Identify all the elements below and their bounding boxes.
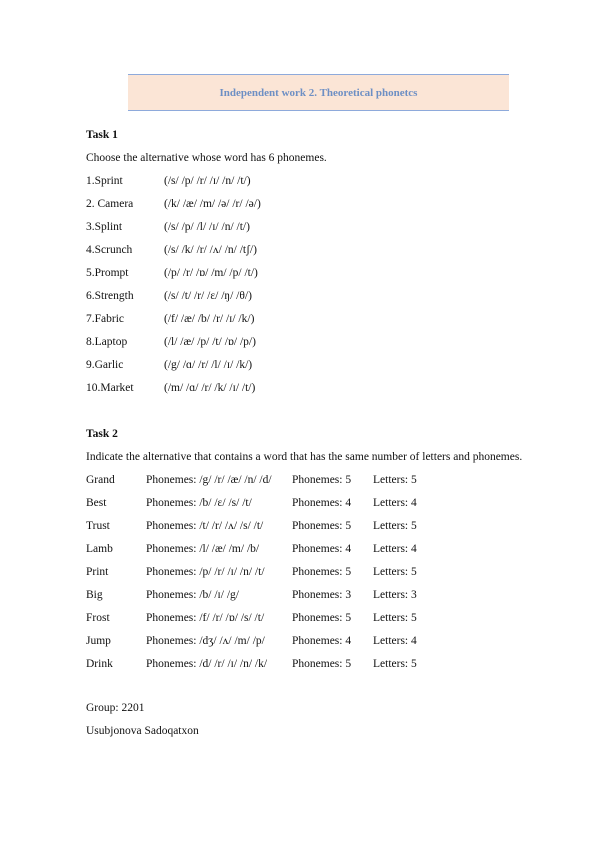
task1-phonemes: (/p/ /r/ /ɒ/ /m/ /p/ /t/): [164, 267, 258, 279]
task1-word: 4.Scrunch: [86, 244, 133, 256]
task2-letter-count: Letters: 5: [373, 520, 417, 532]
task1-phonemes: (/s/ /p/ /l/ /ɪ/ /n/ /t/): [164, 221, 250, 233]
task2-item: [86, 589, 566, 605]
task1-item: [86, 175, 566, 191]
task2-word: Grand: [86, 474, 115, 486]
student-name: Usubjonova Sadoqatxon: [86, 725, 199, 737]
task1-word: 7.Fabric: [86, 313, 125, 325]
task1-phonemes: (/s/ /k/ /r/ /ʌ/ /n/ /tʃ/): [164, 244, 257, 256]
task1-item: [86, 198, 566, 214]
task2-phonemes: Phonemes: /d/ /r/ /ɪ/ /n/ /k/: [146, 658, 268, 670]
task2-item: [86, 543, 566, 559]
task2-letter-count: Letters: 5: [373, 474, 417, 486]
task1-item: [86, 290, 566, 306]
task2-phonemes: Phonemes: /p/ /r/ /ɪ/ /n/ /t/: [146, 566, 265, 578]
task2-word: Big: [86, 589, 103, 601]
task2-phoneme-count: Phonemes: 5: [292, 474, 352, 486]
task1-item: [86, 382, 566, 398]
task1-item: [86, 267, 566, 283]
task2-phonemes: Phonemes: /l/ /æ/ /m/ /b/: [146, 543, 260, 555]
task2-item: [86, 612, 566, 628]
task2-letter-count: Letters: 4: [373, 497, 417, 509]
task2-word: Lamb: [86, 543, 113, 555]
task1-word: 5.Prompt: [86, 267, 129, 279]
task2-phoneme-count: Phonemes: 5: [292, 658, 352, 670]
task1-word: 6.Strength: [86, 290, 134, 302]
task2-item: [86, 658, 566, 674]
task1-item: [86, 244, 566, 260]
task2-letter-count: Letters: 4: [373, 543, 417, 555]
task1-phonemes: (/g/ /ɑ/ /r/ /l/ /ɪ/ /k/): [164, 359, 253, 371]
task1-phonemes: (/m/ /ɑ/ /r/ /k/ /ɪ/ /t/): [164, 382, 256, 394]
task1-phonemes: (/s/ /t/ /r/ /ɛ/ /ŋ/ /θ/): [164, 290, 252, 302]
task1-item: [86, 359, 566, 375]
task2-item: [86, 474, 566, 490]
task2-word: Frost: [86, 612, 110, 624]
task2-phonemes: Phonemes: /b/ /ɪ/ /g/: [146, 589, 239, 601]
group-label: Group: 2201: [86, 702, 145, 714]
task2-phoneme-count: Phonemes: 3: [292, 589, 352, 601]
task1-word: 8.Laptop: [86, 336, 128, 348]
task2-phonemes: Phonemes: /dʒ/ /ʌ/ /m/ /p/: [146, 635, 265, 647]
task2-letter-count: Letters: 4: [373, 635, 417, 647]
task1-item: [86, 221, 566, 237]
task1-word: 9.Garlic: [86, 359, 124, 371]
task1-word: 3.Splint: [86, 221, 123, 233]
task2-letter-count: Letters: 5: [373, 566, 417, 578]
task1-instruction: Choose the alternative whose word has 6 phonemes.: [86, 152, 327, 164]
task2-letter-count: Letters: 5: [373, 612, 417, 624]
title-banner: [128, 74, 509, 111]
task1-word: 10.Market: [86, 382, 134, 394]
task2-item: [86, 497, 566, 513]
task2-heading: Task 2: [86, 428, 118, 440]
task1-heading: Task 1: [86, 129, 118, 141]
task1-phonemes: (/s/ /p/ /r/ /ɪ/ /n/ /t/): [164, 175, 251, 187]
task2-phoneme-count: Phonemes: 4: [292, 543, 352, 555]
task2-item: [86, 635, 566, 651]
task2-phonemes: Phonemes: /f/ /r/ /ɒ/ /s/ /t/: [146, 612, 265, 624]
task2-item: [86, 566, 566, 582]
task2-phoneme-count: Phonemes: 4: [292, 635, 352, 647]
task2-instruction: Indicate the alternative that contains a word that has the same number of letters and phonemes.: [86, 451, 523, 463]
task2-phonemes: Phonemes: /g/ /r/ /æ/ /n/ /d/: [146, 474, 272, 486]
task1-item: [86, 313, 566, 329]
task2-word: Best: [86, 497, 107, 509]
task2-phoneme-count: Phonemes: 5: [292, 566, 352, 578]
task2-item: [86, 520, 566, 536]
task2-phonemes: Phonemes: /t/ /r/ /ʌ/ /s/ /t/: [146, 520, 264, 532]
task2-word: Print: [86, 566, 109, 578]
task2-phoneme-count: Phonemes: 5: [292, 612, 352, 624]
task1-item: [86, 336, 566, 352]
task2-phoneme-count: Phonemes: 5: [292, 520, 352, 532]
task1-phonemes: (/k/ /æ/ /m/ /ə/ /r/ /ə/): [164, 198, 261, 210]
task2-word: Trust: [86, 520, 110, 532]
task2-phoneme-count: Phonemes: 4: [292, 497, 352, 509]
task2-phonemes: Phonemes: /b/ /ɛ/ /s/ /t/: [146, 497, 252, 509]
task2-word: Jump: [86, 635, 111, 647]
task2-letter-count: Letters: 3: [373, 589, 417, 601]
document-title: Independent work 2. Theoretical phonetcs: [219, 86, 418, 99]
task1-word: 2. Camera: [86, 198, 134, 210]
task2-word: Drink: [86, 658, 113, 670]
task2-letter-count: Letters: 5: [373, 658, 417, 670]
task1-word: 1.Sprint: [86, 175, 123, 187]
task1-phonemes: (/f/ /æ/ /b/ /r/ /ɪ/ /k/): [164, 313, 255, 325]
task1-phonemes: (/l/ /æ/ /p/ /t/ /ɒ/ /p/): [164, 336, 256, 348]
